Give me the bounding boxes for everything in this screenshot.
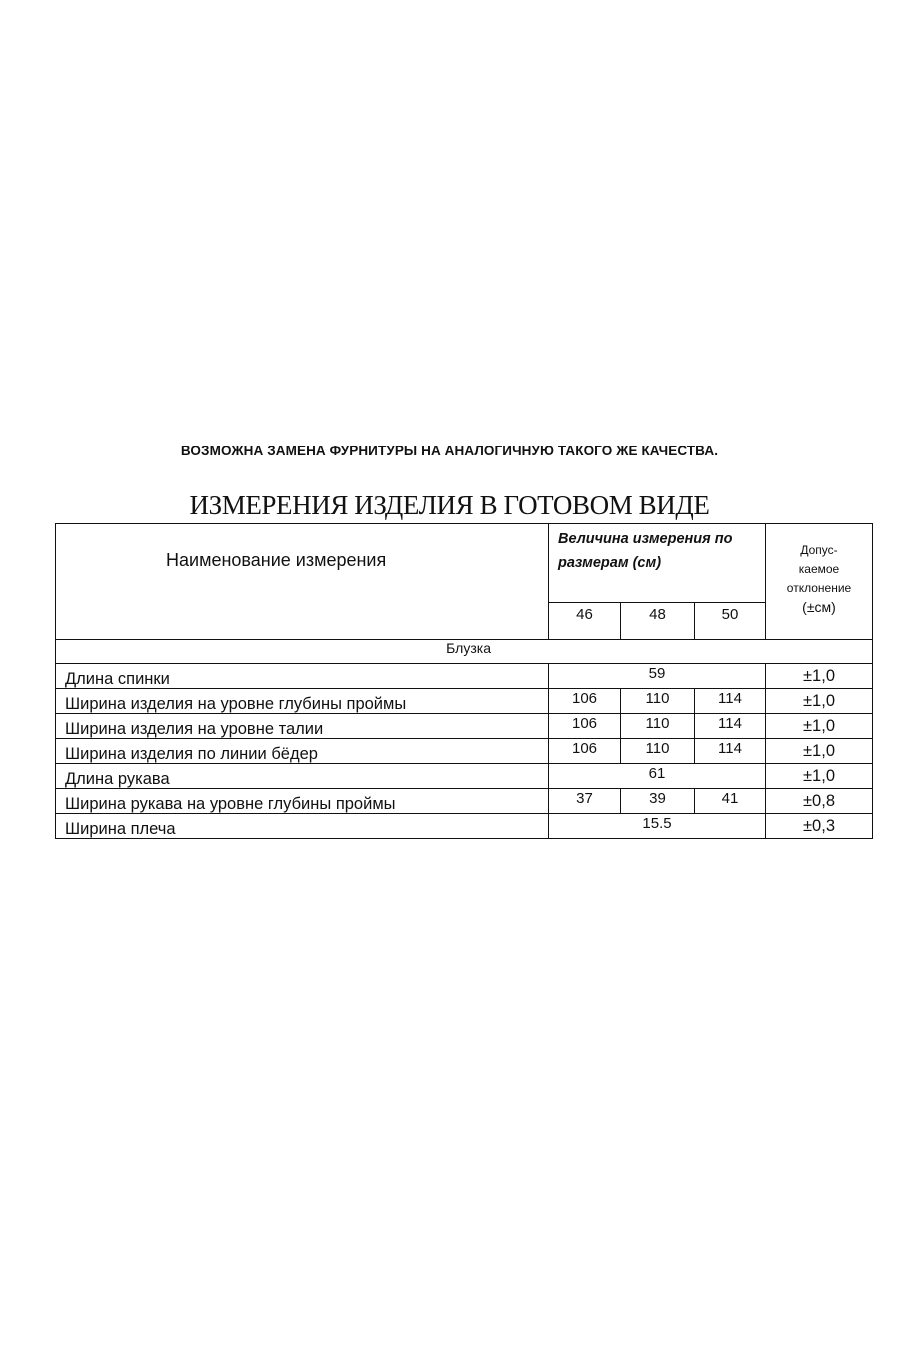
measurement-value: 59 <box>549 664 766 689</box>
measurement-value-50: 114 <box>695 739 766 764</box>
measurement-value-46: 106 <box>549 739 621 764</box>
tolerance-value: ±1,0 <box>766 764 873 789</box>
section-label: Блузка <box>56 640 873 664</box>
document-title: ИЗМЕРЕНИЯ ИЗДЕЛИЯ В ГОТОВОМ ВИДЕ <box>189 490 710 520</box>
header-row <box>56 524 873 603</box>
measurement-value-46: 106 <box>549 689 621 714</box>
measurement-name: Длина спинки <box>56 664 549 689</box>
replacement-note <box>0 446 899 468</box>
measurement-value-48: 39 <box>621 789 695 814</box>
measurements-table <box>55 523 873 839</box>
tolerance-value: ±1,0 <box>766 714 873 739</box>
size-48-header: 48 <box>621 603 695 640</box>
tolerance-value: ±1,0 <box>766 689 873 714</box>
measurement-value: 15.5 <box>549 814 766 839</box>
table-row <box>56 689 873 714</box>
measurement-name: Ширина изделия на уровне глубины проймы <box>56 689 549 714</box>
measurement-value-48: 110 <box>621 714 695 739</box>
measurement-value: 61 <box>549 764 766 789</box>
measurement-name: Ширина рукава на уровне глубины проймы <box>56 789 549 814</box>
table-row <box>56 814 873 839</box>
measurement-name: Ширина изделия на уровне талии <box>56 714 549 739</box>
measurement-value-50: 114 <box>695 689 766 714</box>
table-row <box>56 664 873 689</box>
section-row <box>56 640 873 664</box>
tolerance-value: ±1,0 <box>766 739 873 764</box>
measurement-name: Ширина плеча <box>56 814 549 839</box>
measurement-value-46: 37 <box>549 789 621 814</box>
table-row <box>56 764 873 789</box>
sizes-header: Величина измерения по размерам (см) <box>549 524 766 603</box>
measurement-name: Ширина изделия по линии бёдер <box>56 739 549 764</box>
measurement-value-50: 114 <box>695 714 766 739</box>
measurement-value-50: 41 <box>695 789 766 814</box>
measurement-name: Длина рукава <box>56 764 549 789</box>
replacement-note-text: ВОЗМОЖНА ЗАМЕНА ФУРНИТУРЫ НА АНАЛОГИЧНУЮ ТАКОГО ЖЕ КАЧЕСТВА. <box>180 446 719 458</box>
table-row <box>56 789 873 814</box>
size-50-header: 50 <box>695 603 766 640</box>
tolerance-value: ±0,3 <box>766 814 873 839</box>
size-46-header: 46 <box>549 603 621 640</box>
tolerance-value: ±0,8 <box>766 789 873 814</box>
tolerance-header: Допус- каемое отклонение (±см) <box>766 524 873 640</box>
table-row <box>56 714 873 739</box>
tolerance-value: ±1,0 <box>766 664 873 689</box>
measurement-value-46: 106 <box>549 714 621 739</box>
measurement-value-48: 110 <box>621 689 695 714</box>
table-row <box>56 739 873 764</box>
measurement-name-header: Наименование измерения <box>56 524 549 640</box>
measurement-value-48: 110 <box>621 739 695 764</box>
